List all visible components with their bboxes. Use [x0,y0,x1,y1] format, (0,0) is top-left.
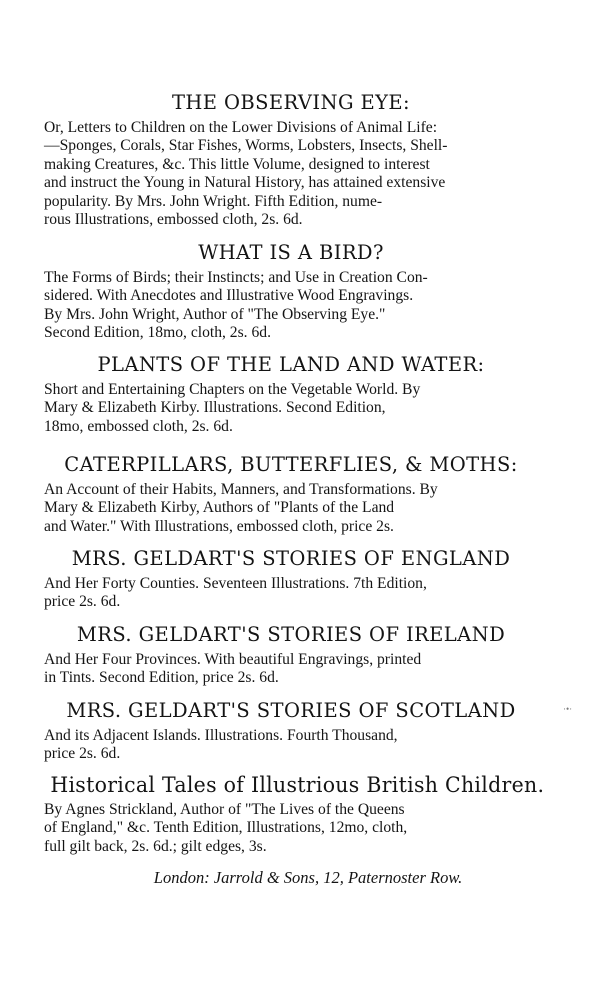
ad-line: And Her Four Provinces. With beautiful Engravings, printed [44,651,422,668]
ad-line: Second Edition, 18mo, cloth, 2s. 6d. [44,324,271,342]
ink-speck-mark: ·•· [563,704,573,714]
ad-stories-of-england [44,546,538,612]
ad-line: An Account of their Habits, Manners, and Transformations. By [44,481,438,498]
ad-line: and Water." With Illustrations, embossed cloth, price 2s. [44,517,394,535]
ad-description [44,381,538,436]
ad-title: CATERPILLARS, BUTTERFLIES, & MOTHS: [64,453,518,476]
ad-title: MRS. GELDART'S STORIES OF IRELAND [76,623,506,646]
ad-title: MRS. GELDART'S STORIES OF ENGLAND [71,547,511,570]
ad-description [44,481,538,536]
ad-line: Mary & Elizabeth Kirby. Illustrations. Second Edition, [44,399,386,417]
ad-description [44,269,538,343]
ad-line: price 2s. 6d. [44,745,121,763]
ad-historical-tales [44,772,545,856]
ad-line: By Agnes Strickland, Author of "The Lives of the Queens [44,801,405,818]
ad-line: Or, Letters to Children on the Lower Divisions of Animal Life: [44,119,438,136]
ad-description [44,801,538,856]
ad-caterpillars [44,452,538,536]
ad-title: Historical Tales of Illustrious British Children. [50,773,545,797]
ad-line: Mary & Elizabeth Kirby, Authors of "Plants of the Land [44,499,395,517]
ad-stories-of-scotland [44,698,538,764]
ad-line: in Tints. Second Edition, price 2s. 6d. [44,669,279,687]
ad-line: of England," &c. Tenth Edition, Illustrations, 12mo, cloth, [44,819,408,837]
ad-plants-land-water [44,352,538,436]
ad-description [44,727,538,764]
ad-line: rous Illustrations, embossed cloth, 2s. 6d. [44,211,303,229]
ad-line: popularity. By Mrs. John Wright. Fifth Edition, nume- [44,192,383,210]
ad-line: making Creatures, &c. This little Volume, designed to interest [44,155,430,173]
ad-line: and instruct the Young in Natural History, has attained extensive [44,174,446,192]
ad-observing-eye [44,90,538,229]
ad-description [44,575,538,612]
ad-what-is-a-bird [44,240,538,343]
ad-line: sidered. With Anecdotes and Illustrative Wood Engravings. [44,287,414,305]
ad-title: THE OBSERVING EYE: [171,91,411,114]
ad-line: price 2s. 6d. [44,593,121,611]
ad-title: PLANTS OF THE LAND AND WATER: [97,353,485,376]
ad-line: The Forms of Birds; their Instincts; and Use in Creation Con- [44,269,428,286]
ad-title: MRS. GELDART'S STORIES OF SCOTLAND [66,699,516,722]
ad-line: By Mrs. John Wright, Author of "The Observing Eye." [44,305,386,323]
ad-line: full gilt back, 2s. 6d.; gilt edges, 3s. [44,837,267,855]
publisher-imprint: London: Jarrold & Sons, 12, Paternoster Row. [153,868,463,887]
ad-line: Short and Entertaining Chapters on the Vegetable World. By [44,381,421,398]
ad-title: WHAT IS A BIRD? [198,241,384,264]
ad-description [44,119,538,229]
ad-line: And its Adjacent Islands. Illustrations. Fourth Thousand, [44,727,398,744]
ad-line: And Her Forty Counties. Seventeen Illustrations. 7th Edition, [44,575,427,592]
ad-line: —Sponges, Corals, Star Fishes, Worms, Lobsters, Insects, Shell- [44,137,448,155]
ad-stories-of-ireland [44,622,538,688]
ad-description [44,651,538,688]
ad-line: 18mo, embossed cloth, 2s. 6d. [44,417,233,435]
